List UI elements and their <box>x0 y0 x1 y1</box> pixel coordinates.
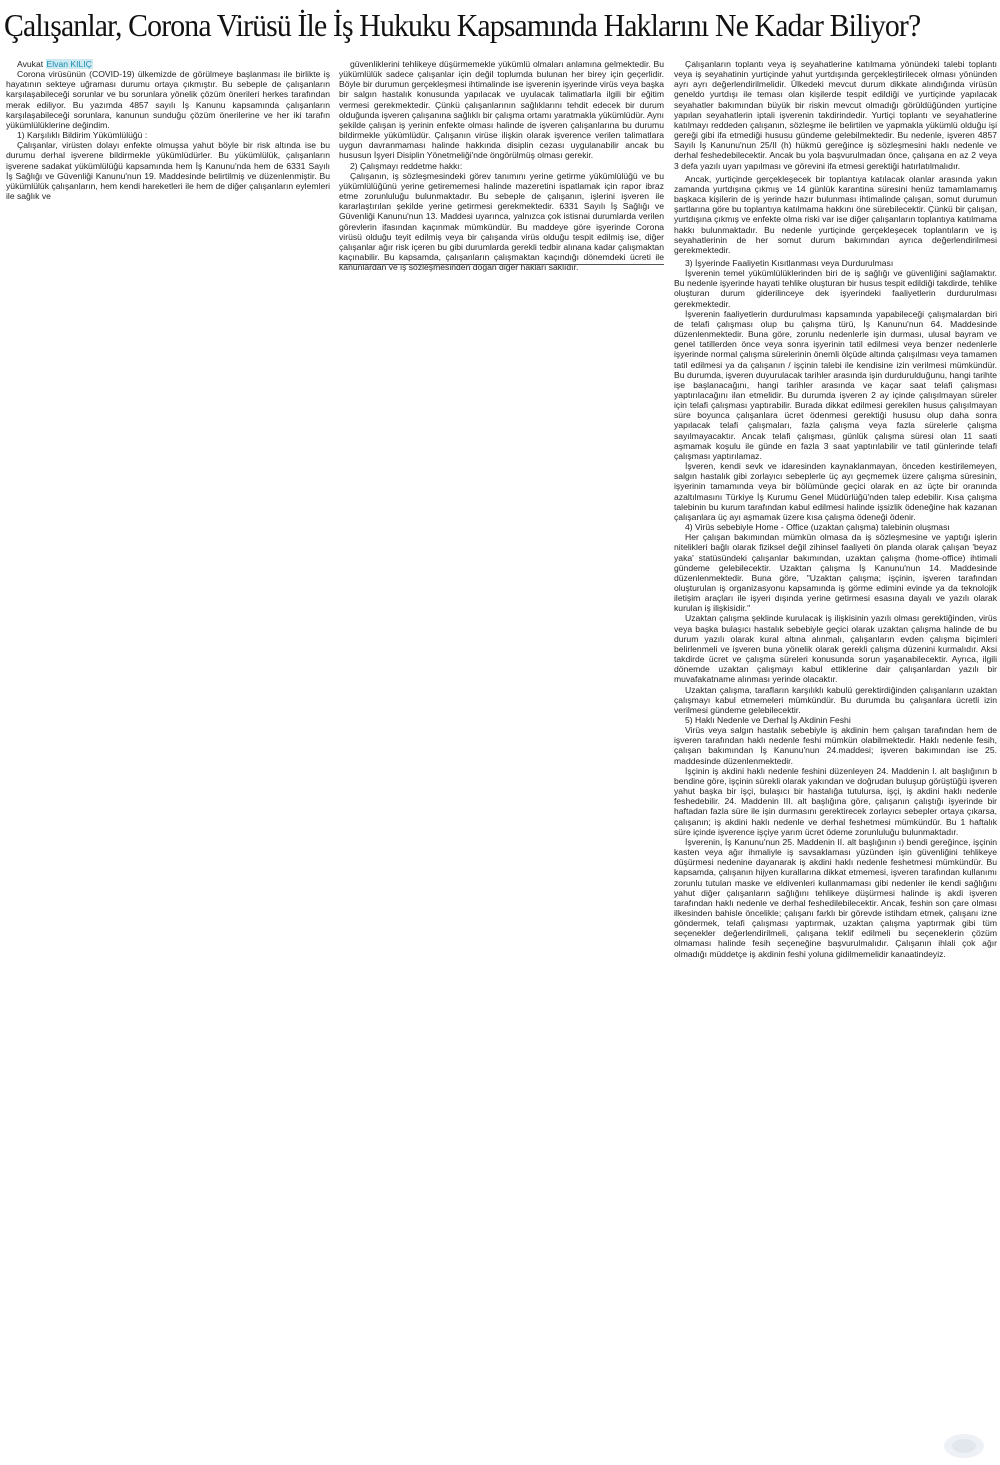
author-byline <box>6 59 330 69</box>
watermark-logo-icon <box>942 1432 986 1460</box>
paragraph: İşveren, kendi sevk ve idaresinden kaynaklanmayan, önceden kestirilemeyen, salgın hastalık gibi zorlayıcı sebeplerle üç ayı geçmemek üzere çalışma süresinin, işyerinin tamamında veya bir bölümünde geçici olarak en az üçte bir oranında azaltılmasını Türkiye İş Kurumu Genel Müdürlüğü'nden talep edebilir. Kısa çalışma talebinin bu kurum tarafından kabul edilmesi halinde işsizlik ödeneğine hak kazanan çalışanlara üç ayı aşmamak üzere kısa çalışma ödeneği ödenir. <box>674 461 997 522</box>
paragraph: Çalışanın, iş sözleşmesindeki görev tanımını yerine getirme yükümlülüğü ve bu yükümlülüğünü yerine getirememesi halinde mazeretini ispatlamak için rapor ibraz etme zorunluluğu bulunmaktadır. Bu sebeple de çalışanın, işlerini işveren ile kararlaştırılan şekilde yerine getirmesi gerekmektedir. 6331 Sayılı İş Sağlığı ve Güvenliği Kanunu'nun 13. Maddesi uyarınca, yalnızca çok istisnai durumlarda verilen görevlerin ifasından kaçınmak mümkündür. Bu maddeye göre işyerinde Corona virüsü olduğu teyit edilmiş veya bir çalışanda virüs olduğu tespit edilmiş ise, diğer çalışanlar ağır risk içeren bu gibi durumlarda gerekli tedbir alınana kadar çalışmaktan kaçınabilir. Bu kapsamda, çalışanların çalışmaktan kaçındığı dönemdeki ücreti ile kanunlardan ve iş sözleşmesinden doğan diğer hakları saklıdır. <box>339 170 664 273</box>
paragraph: Ancak, yurtiçinde gerçekleşecek bir toplantıya katılacak olanlar arasında yakın zamanda yurtdışına çıkmış ve 14 günlük karantina süresini henüz tamamlamamış başkaca kişilerin de iş yerinde hazır bulunması ihtimalinde çalışan, somut durumun şartlarına göre bu toplantıya katılmama hakkını öne sürebilecektir. Çünkü bir çalışan, yurtdışına çıkmış ve enfekte olma riski var ise diğer çalışanların toplantıya katılmama hakkı bulunmaktadır. Bu nedenle yurtiçinde gerçekleşecek toplantıların ve iş seyahatlerinin de her somut durum bakımından ayrıca değerlendirilmesi gerekmektedir. <box>674 173 997 255</box>
paragraph: İşverenin temel yükümlülüklerinden biri de iş sağlığı ve güvenliğini sağlamaktır. Bu nedenle işyerinde hayati tehlike oluşturan bir husus tespit edildiği takdirde, tehlike oluşturan durum giderilinceye dek işyerindeki faaliyetlerin durdurulması gerekmektedir. <box>674 268 997 309</box>
paragraph: Corona virüsünün (COVID-19) ülkemizde de görülmeye başlanması ile birlikte iş hayatının sekteye uğraması durumu ortaya çıkmıştır. Bu sebeple de çalışanların karşılaşabileceği sorunlar ve bu sorunlara yönelik çözüm önerileri herkes tarafından merak ediliyor. Bu yazımda 4857 sayılı İş Kanunu kapsamında çalışanların karşılaşabileceği sorunlara, kanunun sunduğu çözüm önerilerine ve her iki tarafın yükümlülüklerine değindim. <box>6 69 330 130</box>
paragraph: İşverenin faaliyetlerin durdurulması kapsamında yapabileceği çalışmalardan biri de telafi çalışması olup bu çalışma türü, İş Kanunu'nun 64. Maddesinde düzenlenmektedir. Buna göre, zorunlu nedenlerle işin durması, ulusal bayram ve genel tatillerden önce veya sonra işyerinin tatil edilmesi veya benzer nedenlerle işyerinde normal çalışma sürelerinin önemli ölçüde altında çalışılması veya tamamen tatil edilmesi ya da çalışanın / işçinin talebi ile kendisine izin verilmesi mümkündür. Bu durumda, işveren duyurulacak tarihler arasında işin durdurulduğunu, hangi tarihte işe başlanacağını, hangi tarihler arasında ve kaçar saat telafi çalışması yaptırılacağını ilan etmelidir. Bu durumda işveren 2 ay içinde çalışılmayan süreler için telafi çalışması yaptırabilir. Burada dikkat edilmesi gerekilen husus çalışılmayan süre boyunca çalışanlara ücret ödenmesi gerektiği hususu olup daha sonra yapılacak telafi çalışmaları, fazla çalışma veya fazla sürelerle çalışma sayılmayacaktır. Ancak telafi çalışması, günlük çalışma süresi olan 11 saati aşmamak koşulu ile günde en fazla 3 saat yaptırılabilir ve tatil günlerinde telafi çalışması yaptırılamaz. <box>674 308 997 461</box>
section-heading: 3) İşyerinde Faaliyetin Kısıtlanması veya Durdurulması <box>685 257 894 268</box>
column-1 <box>6 59 330 201</box>
article-title: Çalışanlar, Corona Virüsü İle İş Hukuku Kapsamında Haklarını Ne Kadar Biliyor? <box>4 8 921 43</box>
column-2 <box>339 59 664 272</box>
paragraph: Virüs veya salgın hastalık sebebiyle iş akdinin hem çalışan tarafından hem de işveren tarafından haklı nedenle feshi mümkün olabilmektedir. Haklı nedenle fesih, çalışan bakımından İş Kanunu'nun 24.maddesi; işveren bakımından ise 25. maddesinde düzenlenmektedir. <box>674 725 997 766</box>
section-heading: 4) Virüs sebebiyle Home - Office (uzaktan çalışma) talebinin oluşması <box>685 522 950 533</box>
column-divider <box>339 264 664 265</box>
paragraph: İşverenin, İş Kanunu'nun 25. Maddenin II. alt başlığının ı) bendi gereğince, işçinin kasten veya ağır ihmaliyle iş savsaklaması yüzünden işin güvenliğini tehlikeye düşürmesi nedenine dayanarak iş akdini haklı nedenle feshetmesi mümkündür. Bu kapsamda, çalışanın hijyen kurallarına dikkat etmemesi, işveren tarafından kullanımı zorunlu tutulan maske ve eldivenleri kullanmaması gibi nedenler ile kendi sağlığını yahut diğer çalışanların sağlığını tehlikeye düşürmesi halinde iş akdi işveren tarafından haklı nedenle ve derhal feshedilebilecektir. Ancak, feshin son çare olması ilkesinden bahisle öncelikle; çalışanı farklı bir görevde istihdam etmek, çalışanı izne göndermek, telafi çalışması yaptırmak, uzaktan çalışma yaptırmak gibi tüm seçenekler değerlendirilmeli, çalışana teklif edilmeli bu seçeneklerin çözüm olmaması halinde fesih seçeneğine başvurulmalıdır. Çalışanın ihlali çok ağır olmadığı müddetçe iş akdinin feshi yoluna gidilmemelidir kanaatindeyiz. <box>674 836 997 959</box>
paragraph: Her çalışan bakımından mümkün olmasa da iş sözleşmesine ve yaptığı işlerin nitelikleri bağlı olarak fiziksel değil zihinsel faaliyeti ön planda olarak çalışan 'beyaz yaka' statüsündeki çalışanlar bakımından, uzaktan çalışma (home-office) ihtimali gündeme gelebilecektir. Uzaktan çalışma İş Kanunu'nun 14. Maddesinde düzenlenmektedir. Buna göre, "Uzaktan çalışma; işçinin, işveren tarafından oluşturulan iş organizasyonu kapsamında iş görme edimini evinde ya da teknolojik iletişim araçları ile işyeri dışında yerine getirmesi esasına dayalı ve yazılı olarak kurulan iş ilişkisidir." <box>674 532 997 614</box>
paragraph: Çalışanların toplantı veya iş seyahatlerine katılmama yönündeki talebi toplantı veya iş seyahatinin yurtiçinde yahut yurtdışında gerçekleştirilecek olması yönünden ayrı ayrı değerlendirilmelidir. Ülkedeki mevcut durum dikkate alındığında virüsün geneldo yurtdışı ile teması olan kişilerde tespit edildiği ve yurtiçinde yapılacak seyahatler bakımından büyük bir riskin mevcut olmadığı görüldüğünden yurtiçine yapılan seyahatlerin iptali işverenin takdirindedir. Yurtiçi toplantı ve seyahatlerine katılmayı reddeden çalışanın, sözleşme ile belirtilen ve yapmakla yükümlü olduğu işi gereği gibi ifa etmediği hususu gündeme gelebilmektedir. Bu nedenle, işveren 4857 Sayılı İş Kanunu'nun 25/II (h) hükmü gereğince iş sözleşmesini haklı nedenle ve derhal feshedebilecektir. Ancak bu yola başvurulmadan önce, çalışana en az 2 veya 3 defa yazılı uyarı yapılması ve görevini ifa etmesi gerektiği hatırlatılmalıdır. <box>674 59 997 171</box>
section-heading: 1) Karşılıklı Bildirim Yükümlülüğü : <box>17 130 148 141</box>
paragraph: Uzaktan çalışma, tarafların karşılıklı kabulü gerektirdiğinden çalışanların uzaktan çalışmayı kabul etmemeleri mümkündür. Bu durumda bu çalışanlara ücretli izin verilmesi gündeme gelebilecektir. <box>674 684 997 715</box>
paragraph: Çalışanlar, virüsten dolayı enfekte olmuşsa yahut böyle bir risk altında ise bu durumu derhal işverene bildirmekle yükümlüdürler. Bu yükümlülük, çalışanların işverene sadakat yükümlülüğü kapsamında hem İş Kanunu'nda hem de 6331 Sayılı İş Sağlığı ve Güvenliği Kanunu'nun 19. Maddesinde belirtilmiş ve düzenlenmiştir. Bu yükümlülük çalışanların, hem kendi hareketleri ile hem de diğer çalışanların eylemleri ile sağlık ve <box>6 140 330 202</box>
author-prefix: Avukat <box>17 59 44 69</box>
paragraph: İşçinin iş akdini haklı nedenle feshini düzenleyen 24. Maddenin I. alt başlığının b bendine göre, işçinin sürekli olarak yakından ve doğrudan buluşup görüştüğü işveren yahut başka bir işçi, bulaşıcı bir hastalığa tutulursa, işçi, iş akdini haklı nedenle feshedebilir. 24. Maddenin III. alt başlığına göre, çalışanın çalıştığı işyerinde bir haftadan fazla süre ile işin durmasını gerektirecek zorlayıcı sebepler ortaya çıkarsa, çalışanın; iş akdini haklı nedenle ve derhal feshetmesi mümkündür. Bu 1 haftalık süre içinde işverence işçiye yarım ücret ödeme zorunluluğu bulunmaktadır. <box>674 765 997 837</box>
section-heading: 5) Haklı Nedenle ve Derhal İş Akdinin Feshi <box>685 715 851 725</box>
section-heading: 2) Çalışmayı reddetme hakkı: <box>350 160 463 171</box>
paragraph: güvenliklerini tehlikeye düşürmemekle yükümlü olmaları anlamına gelmektedir. Bu yükümlülük sadece çalışanlar için değil toplumda bulunan her birey için geçerlidir. Böyle bir durumun gerçekleşmesi ihtimalinde ise işverenin işyerinde virüs veya başka bir salgın hastalık konusunda yapılacak ve uyulacak talimatlarla ilgili bir eğitim vermesi gerekmektedir. Çünkü çalışanlarının sağlıklarını tehdit edecek bir durum olduğunda işveren çalışanına sağlıklı bir çalışma ortamı yaratmakla yükümlüdür. Aynı şekilde çalışan iş yerinin enfekte olması halinde de işveren çalışanlarına bu durumu bildirmekle yükümlüdür. Çalışanın virüse ilişkin olarak işverence verilen talimatlara uygun davranmaması halinde hakkında disiplin cezası uygulanabilir ancak bu hususun İşyeri Disiplin Yönetmeliği'nde öngörülmüş olması gerekir. <box>339 59 664 161</box>
paragraph: Uzaktan çalışma şeklinde kurulacak iş ilişkisinin yazılı olması gerektiğinden, virüs veya başka bulaşıcı hastalık sebebiyle geçici olarak uzaktan çalışma halinde de bu durum yazılı olarak kural altına alınmalı, çalışanların evden çalışma biçimleri belirlenmeli ve işveren buna yönelik olarak gerekli çalışma düzenini kurmalıdır. Aksi takdirde ücret ve çalışma süreleri konusunda sorun yaşanabilecektir. Ayrıca, ilgili dönemde uzaktan çalışmayı kabul ettiklerine dair çalışanlardan yazılı bir muvafakatname alınması yerinde olacaktır. <box>674 613 997 685</box>
column-3 <box>674 59 997 959</box>
author-name: Elvan KILIÇ <box>46 59 92 69</box>
